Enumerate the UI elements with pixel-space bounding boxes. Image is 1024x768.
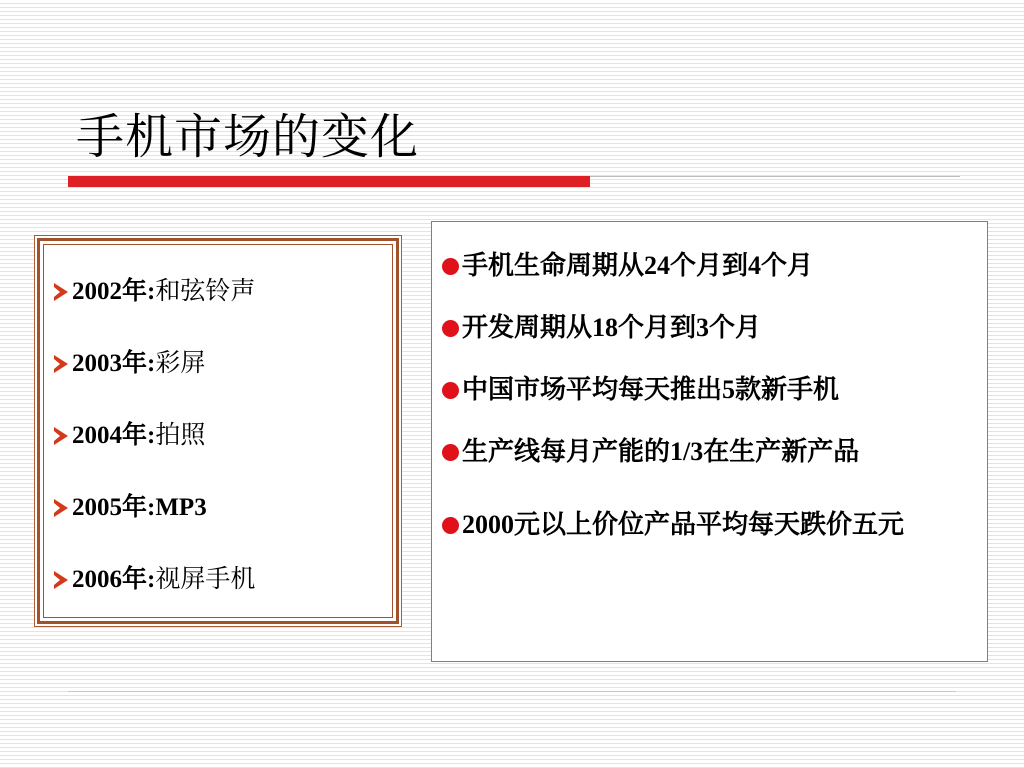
timeline-year: 2006年: [72,566,156,593]
timeline-item [54,346,255,382]
facts-list [442,246,972,578]
fact-text: 中国市场平均每天推出5款新手机 [462,375,840,404]
fact-item [442,370,972,410]
fact-text: 生产线每月产能的1/3在生产新产品 [462,437,860,466]
timeline-feature: 和弦铃声 [155,278,256,305]
title-divider-line [590,176,960,177]
round-bullet-icon [442,517,459,534]
timeline-feature: 拍照 [155,422,206,449]
timeline-year: 2005年: [72,494,156,521]
slide-title: 手机市场的变化 [76,111,420,164]
fact-item [442,505,972,556]
timeline-year: 2004年: [72,422,156,449]
arrow-bullet-icon [54,571,68,589]
round-bullet-icon [442,382,459,399]
arrow-bullet-icon [54,499,68,517]
timeline-feature: 视屏手机 [155,566,256,593]
arrow-bullet-icon [54,355,68,373]
timeline-item [54,490,255,526]
fact-item [442,432,972,483]
title-accent-bar [68,176,590,187]
fact-text: 开发周期从18个月到3个月 [462,313,762,342]
round-bullet-icon [442,444,459,461]
timeline-item [54,562,255,598]
timeline-frame [34,235,402,627]
timeline-item [54,274,255,310]
arrow-bullet-icon [54,283,68,301]
fact-item [442,308,972,348]
timeline-frame-inner [43,244,393,618]
arrow-bullet-icon [54,427,68,445]
timeline-feature: MP3 [155,494,207,521]
footer-divider-line [68,691,956,692]
fact-text: 手机生命周期从24个月到4个月 [462,251,814,280]
timeline-frame-border [37,238,399,624]
fact-text: 2000元以上价位产品平均每天跌价五元 [462,510,905,539]
facts-box [431,221,988,662]
timeline-list [54,274,255,634]
round-bullet-icon [442,258,459,275]
timeline-year: 2002年: [72,278,156,305]
timeline-year: 2003年: [72,350,156,377]
fact-item [442,246,972,286]
timeline-item [54,418,255,454]
round-bullet-icon [442,320,459,337]
timeline-feature: 彩屏 [155,350,206,377]
